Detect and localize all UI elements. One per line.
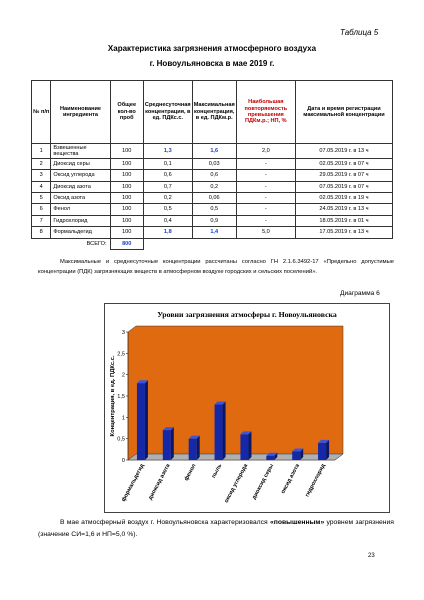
table-cell-max: 0,06 [192,193,236,204]
empty-cell [236,238,295,249]
table-cell-name: Фенол [51,204,110,215]
bar-side [145,380,148,460]
bar-side [248,431,251,460]
table-cell-np: - [236,181,295,192]
table-cell-name: Формальдегид [51,227,110,238]
table-cell-np: - [236,170,295,181]
plot-floor [128,454,343,460]
table-row [32,181,393,192]
table-cell-num: 1 [32,144,51,159]
y-tick-label: 1,5 [117,394,125,400]
diagram-label: Диаграмма 6 [340,290,380,297]
summary [38,517,394,541]
table-cell-samples: 100 [110,204,143,215]
table-cell-avg: 0,2 [143,193,192,204]
table-row [32,215,393,226]
x-tick-label: формальдегид [120,463,146,503]
table-cell-name: Взвешенные вещества [51,144,110,159]
table-cell-num: 4 [32,181,51,192]
table-cell-name: Гидрохлорид [51,215,110,226]
table-cell-name: Оксид азота [51,193,110,204]
table-cell-samples: 100 [110,215,143,226]
y-axis-label: Концентрация, в ед. ПДКс.с. [110,355,116,437]
table-cell-np: - [236,204,295,215]
bar [189,439,197,460]
bar-side [223,402,226,460]
page-number: 23 [368,553,375,559]
x-tick-label: диоксид азота [147,463,172,502]
table-cell-np: - [236,193,295,204]
table-label: Таблица 5 [340,28,379,37]
table-row [32,158,393,169]
table-cell-num: 2 [32,158,51,169]
table-cell-max: 1,6 [192,144,236,159]
table-cell-samples: 100 [110,144,143,159]
table-cell-name: Диоксид азота [51,181,110,192]
table-cell-date: 02.05.2019 г. в 07 ч [295,158,392,169]
y-tick-label: 1 [121,415,125,422]
table-cell-date: 17.05.2019 г. в 13 ч [295,227,392,238]
y-tick-label: 2,5 [117,351,125,358]
table-total-row [32,238,393,249]
bar [266,456,274,460]
bar [215,405,223,460]
column-header: Максимальная концентрация, в ед. ПДКм.р. [192,81,236,144]
column-header: Наименование ингредиента [51,81,110,144]
table-cell-avg: 0,1 [143,158,192,169]
total-label: ВСЕГО: [86,240,107,247]
bar [137,383,145,460]
table-cell-max: 0,5 [192,204,236,215]
table-cell-np: 5,0 [236,227,295,238]
table-row [32,204,393,215]
table-cell-samples: 100 [110,170,143,181]
column-header: Общее кол-во проб [110,81,143,144]
table-cell-avg: 1,8 [143,227,192,238]
table-cell-samples: 100 [110,193,143,204]
table-cell-max: 0,9 [192,215,236,226]
plot-area [128,326,343,460]
table-cell-num: 5 [32,193,51,204]
bar-side [171,427,174,460]
table-cell-date: 18.05.2019 г. в 01 ч [295,215,392,226]
table-cell-avg: 1,3 [143,144,192,159]
table-cell-name: Оксид углерода [51,170,110,181]
note-paragraph: Максимальные и среднесуточные концентрации рассчитаны согласно ГН 2.1.6.3492-17 «Предельно допустимые концентрации (ПДК) загрязняющих веществ в атмосферном воздухе городских и сельских поселений». [38,259,394,275]
x-tick-label: оксид азота [280,463,301,495]
bar [163,430,171,460]
chart-title: Уровни загрязнения атмосферы г. Новоульяновска [157,310,337,319]
empty-cell [295,238,392,249]
empty-cell [192,238,236,249]
bar [240,434,248,460]
table-cell-max: 1,4 [192,227,236,238]
table-row [32,227,393,238]
column-header: № п/п [32,81,51,144]
x-tick-label: оксид углерода [223,463,250,505]
summary-text-before: В мае атмосферный воздух г. Новоульяновска характеризовался [60,519,270,526]
table-cell-date: 02.05.2019 г. в 19 ч [295,193,392,204]
table-cell-np: - [236,215,295,226]
table-header-row [32,81,393,144]
table-row [32,170,393,181]
column-header: Дата и время регистрации максимальной концентрации [295,81,392,144]
x-tick-label: фенол [183,463,198,482]
table-cell-date: 24.05.2019 г. в 13 ч [295,204,392,215]
bar [292,451,300,460]
page-title: Характеристика загрязнения атмосферного воздуха [107,44,317,53]
bar [318,443,326,460]
table-cell-date: 07.05.2019 г. в 13 ч [295,144,392,159]
column-header: Среднесуточная концентрация, в ед. ПДКс.с. [143,81,192,144]
table-cell-max: 0,2 [192,181,236,192]
x-tick-label: пыль [210,463,224,480]
table-row [32,144,393,159]
note [38,257,394,277]
table-cell-np: - [236,158,295,169]
table-cell-num: 3 [32,170,51,181]
table-cell-avg: 0,6 [143,170,192,181]
table-body [32,144,393,250]
table-cell-avg: 0,5 [143,204,192,215]
table-cell-samples: 100 [110,181,143,192]
bar-side [326,440,329,460]
table-cell-avg: 0,7 [143,181,192,192]
table-cell-num: 8 [32,227,51,238]
table-cell-np: 2,0 [236,144,295,159]
table-cell-avg: 0,4 [143,215,192,226]
page-subtitle: г. Новоульяновска в мае 2019 г. [149,59,275,68]
table-cell-samples: 100 [110,158,143,169]
x-tick-label: диоксид серы [251,463,276,501]
column-header: Наибольшая повторяемость превышения ПДКм.р.; НП, % [236,81,295,144]
summary-text-bold: «повышенным» [269,519,325,526]
summary-paragraph [38,517,394,541]
chart [104,303,390,513]
summary-text-after: уровнем загрязнения (значение СИ=1,6 и НП=5,0 %). [38,519,394,538]
empty-cell [143,238,192,249]
table-cell-samples: 100 [110,227,143,238]
table-cell-max: 0,03 [192,158,236,169]
total-value: 800 [110,238,143,249]
bar-side [197,436,200,460]
y-tick-label: 0,5 [117,436,125,443]
y-tick-label: 3 [121,330,125,336]
table-row [32,193,393,204]
chart-svg [105,304,389,512]
table-cell-max: 0,6 [192,170,236,181]
table-cell-num: 6 [32,204,51,215]
pollution-table [31,80,393,250]
y-tick-label: 2 [121,372,125,379]
x-tick-label: гидрохлорид [304,463,327,499]
y-tick-label: 0 [121,458,125,464]
table-cell-name: Диоксид серы [51,158,110,169]
table-cell-num: 7 [32,215,51,226]
table-cell-date: 07.05.2019 г. в 07 ч [295,181,392,192]
table-cell-date: 29.05.2019 г. в 07 ч [295,170,392,181]
